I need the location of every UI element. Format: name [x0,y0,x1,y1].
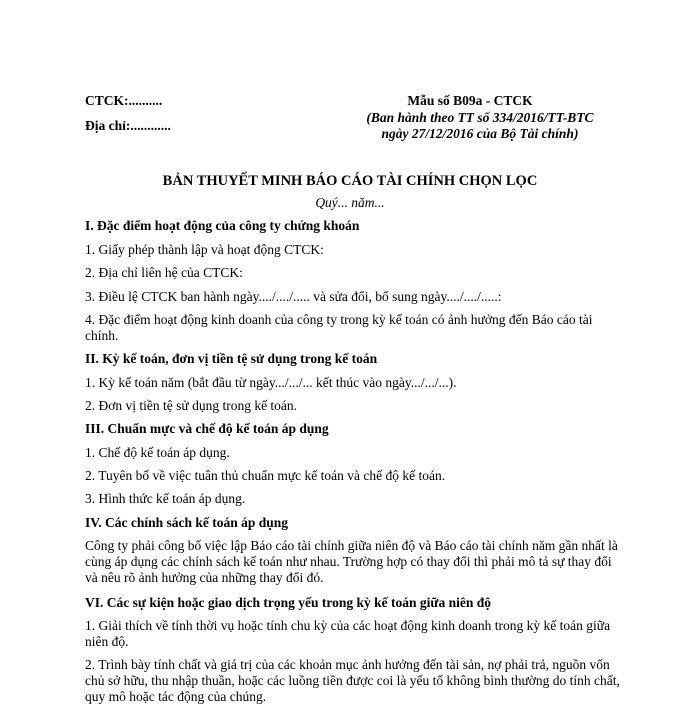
section-item: 1. Kỳ kế toán năm (bắt đầu từ ngày.../.../... kết thúc vào ngày.../.../...). [85,375,457,390]
section-item: 1. Giải thích về tính thời vụ hoặc tính chu kỳ của các hoạt động kinh doanh trong kỳ kế toán giữa niên độ. [85,618,611,649]
section-heading: VI. Các sự kiện hoặc giao dịch trọng yếu trong kỳ kế toán giữa niên độ [85,595,491,610]
section-item: 1. Chế độ kế toán áp dụng. [85,445,230,460]
section-item: 2. Tuyên bố về việc tuân thủ chuẩn mực kế toán và chế độ kế toán. [85,468,446,483]
page-title: BẢN THUYẾT MINH BÁO CÁO TÀI CHÍNH CHỌN LỌC [162,173,538,189]
address-label: Địa chỉ:............ [85,118,171,133]
section-item: 3. Hình thức kế toán áp dụng. [85,491,246,506]
section-heading: IV. Các chính sách kế toán áp dụng [85,515,289,530]
section-heading: I. Đặc điểm hoạt động của công ty chứng khoán [85,218,360,233]
section-item: 2. Trình bày tính chất và giá trị của các khoản mục ảnh hưởng đến tài sản, nợ phải trả, nguồn vốn chủ sở hữu, thu nhập thuần, hoặc các luồng tiền được coi là yếu tố không bình thường do tính chất, quy mô hoặc tác động của chúng. [85,657,620,704]
section-heading: III. Chuẩn mực và chế độ kế toán áp dụng [85,421,329,436]
section-item: 4. Đặc điểm hoạt động kinh doanh của công ty trong kỳ kế toán có ảnh hưởng đến Báo cáo tài chính. [85,312,593,343]
section-item: 1. Giấy phép thành lập và hoạt động CTCK: [85,242,324,257]
section-paragraph: Công ty phải công bố việc lập Báo cáo tài chính giữa niên độ và Báo cáo tài chính năm gần nhất là cùng áp dụng các chính sách kế toán như nhau. Trường hợp có thay đổi thì phải mô tả sự thay đổi và nêu rõ ảnh hưởng của những thay đổi đó. [85,538,618,585]
form-basis-line2: ngày 27/12/2016 của Bộ Tài chính) [381,126,579,141]
section-item: 2. Đơn vị tiền tệ sử dụng trong kế toán. [85,398,298,413]
form-basis-line1: (Ban hành theo TT số 334/2016/TT-BTC [366,110,594,125]
page-subtitle: Quý... năm... [315,195,385,210]
section-item: 2. Địa chỉ liên hệ của CTCK: [85,265,243,280]
section-item: 3. Điều lệ CTCK ban hành ngày..../..../..... và sửa đổi, bổ sung ngày..../..../.....: [85,289,502,304]
company-label: CTCK:.......... [85,93,163,108]
form-code: Mẫu số B09a - CTCK [407,93,533,108]
section-heading: II. Kỳ kế toán, đơn vị tiền tệ sử dụng trong kế toán [85,351,378,366]
